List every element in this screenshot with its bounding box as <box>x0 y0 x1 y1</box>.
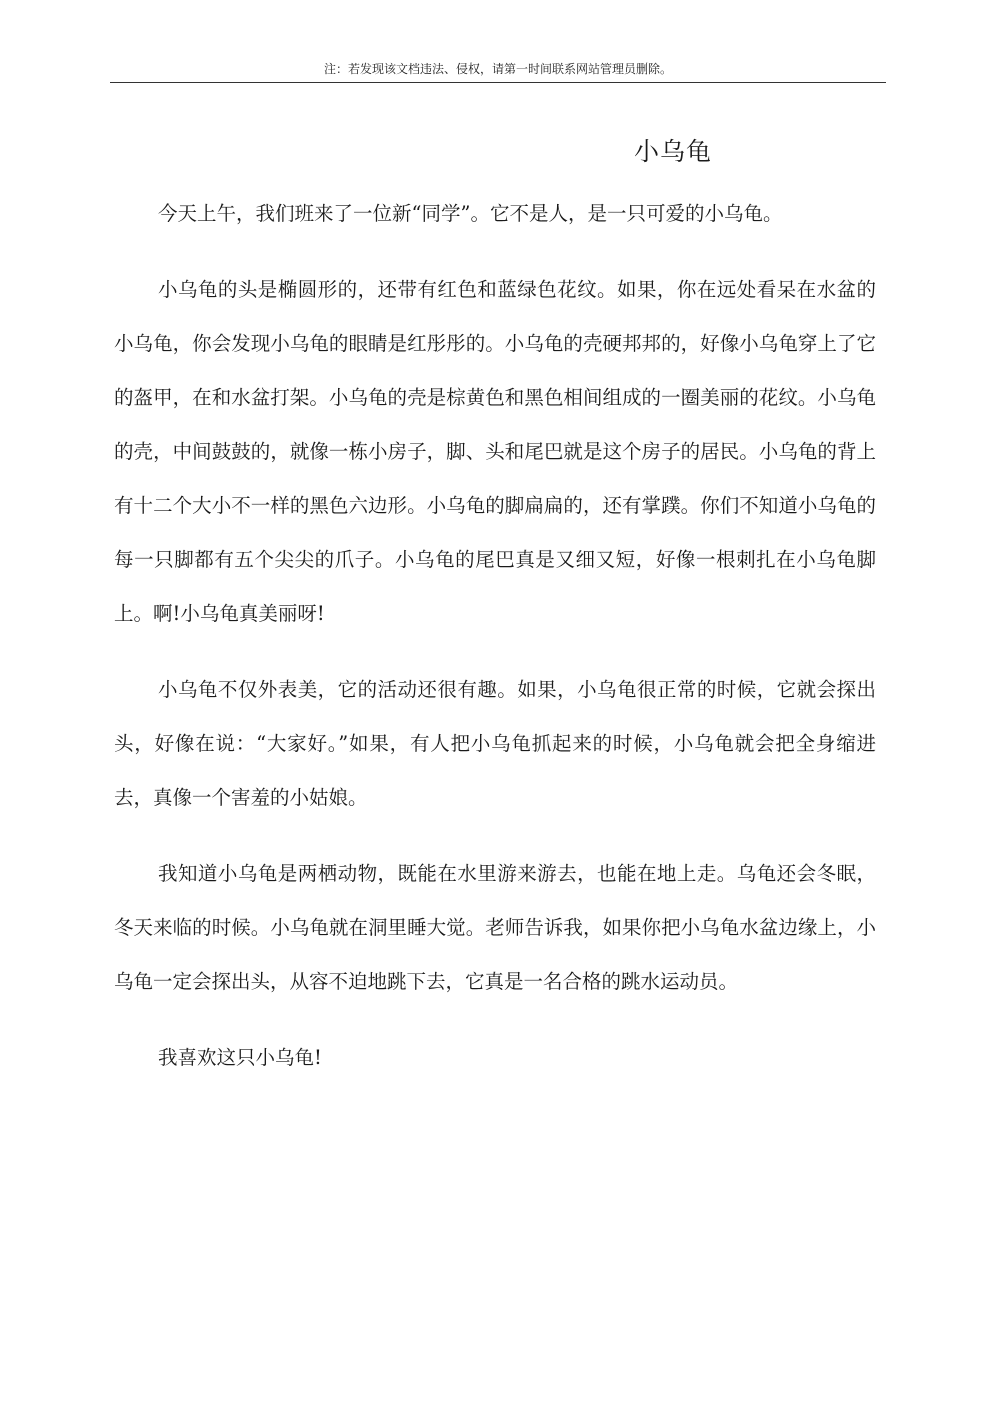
paragraph-4: 我知道小乌龟是两栖动物，既能在水里游来游去，也能在地上走。乌龟还会冬眠，冬天来临的时候。小乌龟就在洞里睡大觉。老师告诉我，如果你把小乌龟水盆边缘上，小乌龟一定会探出头，从容不迫地跳下去，它真是一名合格的跳水运动员。 <box>114 862 876 993</box>
page-header-notice <box>110 60 886 83</box>
paragraph-3: 小乌龟不仅外表美，它的活动还很有趣。如果，小乌龟很正常的时候，它就会探出头，好像在说：“大家好。”如果，有人把小乌龟抓起来的时候，小乌龟就会把全身缩进去，真像一个害羞的小姑娘。 <box>114 678 876 809</box>
document-body <box>114 187 876 1107</box>
document-title: 小乌龟 <box>634 137 713 166</box>
paragraph-2: 小乌龟的头是椭圆形的，还带有红色和蓝绿色花纹。如果，你在远处看呆在水盆的小乌龟，你会发现小乌龟的眼睛是红彤彤的。小乌龟的壳硬邦邦的，好像小乌龟穿上了它的盔甲，在和水盆打架。小乌龟的壳是棕黄色和黑色相间组成的一圈美丽的花纹。小乌龟的壳，中间鼓鼓的，就像一栋小房子，脚、头和尾巴就是这个房子的居民。小乌龟的背上有十二个大小不一样的黑色六边形。小乌龟的脚扁扁的，还有掌蹼。你们不知道小乌龟的每一只脚都有五个尖尖的爪子。小乌龟的尾巴真是又细又短，好像一根刺扎在小乌龟脚上。啊!小乌龟真美丽呀! <box>114 278 876 625</box>
header-notice-text: 注：若发现该文档违法、侵权，请第一时间联系网站管理员删除。 <box>323 62 672 76</box>
paragraph-1: 今天上午，我们班来了一位新“同学”。它不是人，是一只可爱的小乌龟。 <box>158 202 783 225</box>
paragraph-5: 我喜欢这只小乌龟! <box>158 1046 322 1069</box>
